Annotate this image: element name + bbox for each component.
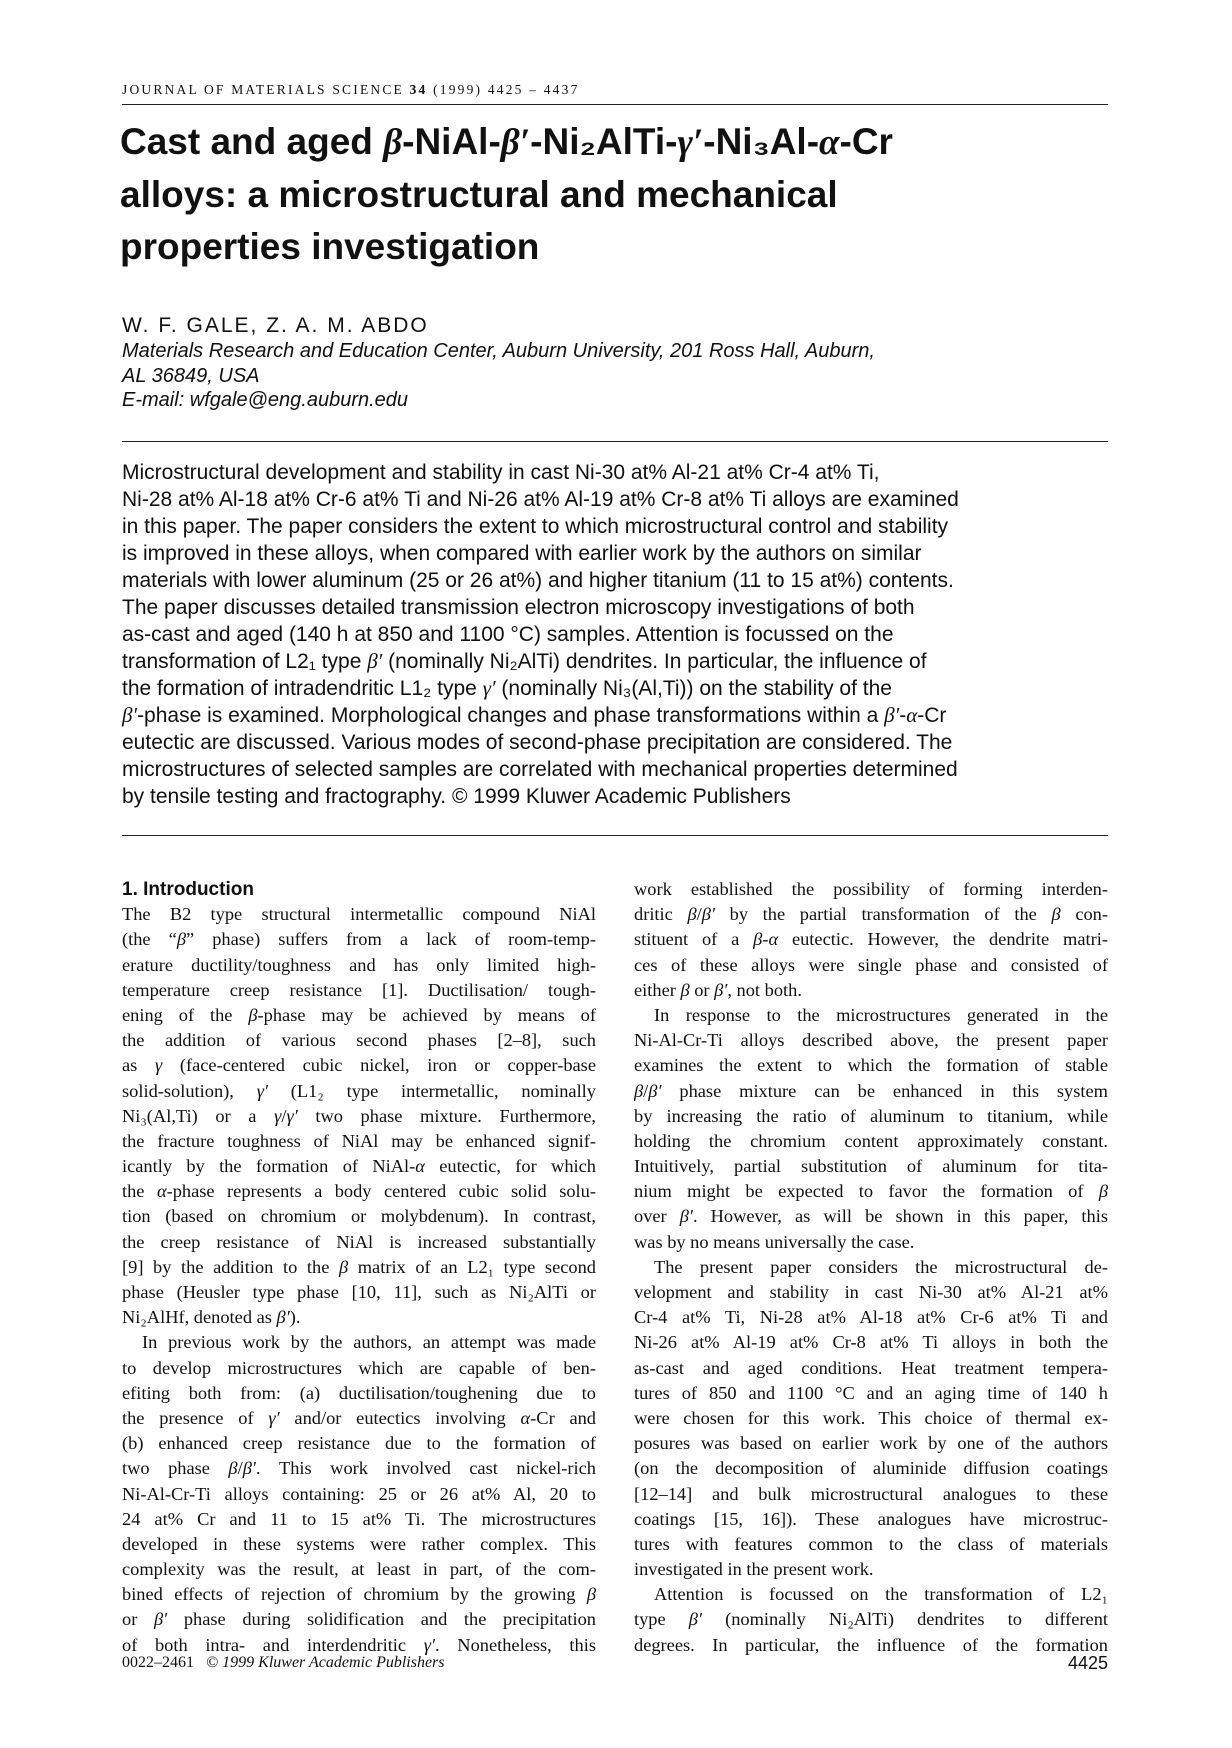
text-line: Ni₂AlHf, denoted as β′). [122, 1307, 301, 1328]
text-line: Ni₃(Al,Ti) or a γ/γ′ two phase mixture. Furthermore, [122, 1105, 596, 1126]
text-line: examines the extent to which the formation of stable [634, 1055, 1108, 1076]
text-line: In previous work by the authors, an attempt was made [142, 1332, 596, 1353]
email-line: E-mail: wfgale@eng.auburn.edu [122, 389, 409, 411]
text-line: [12–14] and bulk microstructural analogues to these [634, 1483, 1108, 1504]
abstract-line: is improved in these alloys, when compared with earlier work by the authors on similar [122, 542, 922, 565]
text-line: (the “β” phase) suffers from a lack of room-temp- [122, 929, 596, 950]
title-line: properties investigation [120, 226, 540, 267]
text-line: solid-solution), γ′ (L1₂ type intermetallic, nominally [122, 1080, 596, 1101]
page-number: 4425 [1067, 1653, 1108, 1673]
text-line: developed in these systems were rather complex. This [122, 1533, 596, 1554]
text-line: by increasing the ratio of aluminum to titanium, while [634, 1105, 1108, 1126]
text-line: was by no means universally the case. [634, 1231, 915, 1252]
text-line: the creep resistance of NiAl is increased substantially [122, 1231, 596, 1252]
text-line: β/β′ phase mixture can be enhanced in this system [634, 1080, 1108, 1101]
abstract-line: materials with lower aluminum (25 or 26 at%) and higher titanium (11 to 15 at%) contents. [122, 569, 954, 592]
text-line: the presence of γ′ and/or eutectics involving α-Cr and [122, 1407, 596, 1428]
left-column [122, 877, 596, 1658]
header-rule [122, 104, 1108, 105]
text-line: to develop microstructures which are capable of ben- [122, 1357, 596, 1378]
authors: W. F. GALE, Z. A. M. ABDO [122, 314, 429, 337]
text-line: velopment and stability in cast Ni-30 at% Al-21 at% [634, 1282, 1108, 1302]
journal-name: JOURNAL OF MATERIALS SCIENCE [122, 82, 404, 97]
text-line: The present paper considers the microstructural de- [654, 1256, 1108, 1277]
text-line: or β′ phase during solidification and the precipitation [122, 1609, 596, 1630]
issn: 0022–2461 [122, 1654, 194, 1671]
text-line: efiting both from: (a) ductilisation/toughening due to [122, 1382, 596, 1403]
text-line: 24 at% Cr and 11 to 15 at% Ti. The microstructures [122, 1508, 596, 1529]
text-line: either β or β′, not both. [634, 979, 802, 1000]
text-line: the α-phase represents a body centered cubic solid solu- [122, 1181, 596, 1202]
text-line: [9] by the addition to the β matrix of an L2₁ type second [122, 1256, 596, 1277]
text-line: icantly by the formation of NiAl-α eutectic, for which [122, 1156, 596, 1177]
text-line: dritic β/β′ by the partial transformation of the β con- [634, 904, 1108, 925]
text-line: tion (based on chromium or molybdenum). In contrast, [122, 1206, 596, 1227]
text-line: In response to the microstructures generated in the [654, 1004, 1108, 1025]
footer-copyright: © 1999 Kluwer Academic Publishers [206, 1654, 445, 1671]
text-line: of both intra- and interdendritic γ′. Nonetheless, this [122, 1634, 596, 1655]
text-line: Ni-Al-Cr-Ti alloys described above, the present paper [634, 1030, 1108, 1051]
right-column [634, 877, 1108, 1658]
text-line: complexity was the result, at least in part, of the com- [122, 1559, 596, 1580]
text-line: degrees. In particular, the influence of the formation [634, 1634, 1108, 1655]
text-line: stituent of a β-α eutectic. However, the dendrite matri- [634, 929, 1108, 950]
footer-issn [122, 1654, 445, 1672]
title-line: Cast and aged β-NiAl-β′-Ni₂AlTi-γ′-Ni₃Al-α-Cr [120, 121, 893, 163]
text-line: coatings [15, 16]). These analogues have microstruc- [634, 1508, 1108, 1529]
text-line: two phase β/β′. This work involved cast nickel-rich [122, 1458, 596, 1479]
affiliation-line: Materials Research and Education Center, Auburn University, 201 Ross Hall, Auburn, [122, 340, 875, 362]
abstract [122, 459, 1112, 810]
text-line: Cr-4 at% Ti, Ni-28 at% Al-18 at% Cr-6 at% Ti and [634, 1307, 1108, 1328]
affiliation [122, 339, 1102, 413]
abstract-bottom-rule [122, 835, 1108, 836]
text-line: (on the decomposition of aluminide diffusion coatings [634, 1458, 1108, 1479]
journal-volume: 34 [409, 82, 428, 97]
abstract-line: Microstructural development and stability in cast Ni-30 at% Al-21 at% Cr-4 at% Ti, [122, 461, 880, 484]
text-line: as-cast and aged conditions. Heat treatment tempera- [634, 1357, 1108, 1378]
text-line: the fracture toughness of NiAl may be enhanced signif- [122, 1130, 596, 1151]
article-title [120, 116, 1110, 273]
text-line: bined effects of rejection of chromium by the growing β [122, 1584, 596, 1605]
text-line: tures with features common to the class of materials [634, 1533, 1108, 1554]
abstract-line: β′-phase is examined. Morphological changes and phase transformations within a β′-α-Cr [122, 703, 947, 727]
text-line: nium might be expected to favor the formation of β [634, 1181, 1108, 1202]
text-line: type β′ (nominally Ni₂AlTi) dendrites to different [634, 1609, 1108, 1630]
abstract-line: the formation of intradendritic L1₂ type γ′ (nominally Ni₃(Al,Ti)) on the stability of the [122, 676, 892, 700]
text-line: Attention is focussed on the transformation of L2₁ [654, 1584, 1108, 1605]
text-line: temperature creep resistance [1]. Ductilisation/ tough- [122, 979, 596, 1000]
abstract-line: Ni-28 at% Al-18 at% Cr-6 at% Ti and Ni-26 at% Al-19 at% Cr-8 at% Ti alloys are examined [122, 488, 959, 511]
text-line: ces of these alloys were single phase and consisted of [634, 954, 1108, 975]
text-line: investigated in the present work. [634, 1559, 874, 1580]
text-line: the addition of various second phases [2–8], such [122, 1030, 596, 1051]
abstract-line: microstructures of selected samples are correlated with mechanical properties determined [122, 758, 958, 781]
text-line: were chosen for this work. This choice of thermal ex- [634, 1407, 1108, 1428]
text-line: over β′. However, as will be shown in this paper, this [634, 1206, 1108, 1227]
text-line: (b) enhanced creep resistance due to the formation of [122, 1433, 596, 1454]
section-heading: 1. Introduction [122, 879, 254, 900]
abstract-line: The paper discusses detailed transmission electron microscopy investigations of both [122, 596, 915, 619]
abstract-line: eutectic are discussed. Various modes of second-phase precipitation are considered. The [122, 731, 953, 754]
text-line: tures of 850 and 1100 °C and an aging time of 140 h [634, 1382, 1108, 1403]
affiliation-line: AL 36849, USA [122, 364, 260, 387]
text-line: Ni-26 at% Al-19 at% Cr-8 at% Ti alloys in both the [634, 1332, 1108, 1353]
text-line: The B2 type structural intermetallic compound NiAl [122, 904, 596, 925]
text-line: work established the possibility of forming interden- [634, 879, 1108, 899]
text-line: posures was based on earlier work by one of the authors [634, 1433, 1108, 1454]
text-line: Ni-Al-Cr-Ti alloys containing: 25 or 26 at% Al, 20 to [122, 1483, 596, 1504]
abstract-line: as-cast and aged (140 h at 850 and 1100 °C) samples. Attention is focussed on the [122, 623, 894, 646]
running-head [122, 82, 580, 98]
text-line: phase (Heusler type phase [10, 11], such as Ni₂AlTi or [122, 1282, 596, 1302]
abstract-line: in this paper. The paper considers the extent to which microstructural control and stability [122, 515, 949, 538]
title-line: alloys: a microstructural and mechanical [120, 174, 838, 215]
text-line: as γ (face-centered cubic nickel, iron or copper-base [122, 1055, 596, 1076]
text-line: holding the chromium content approximately constant. [634, 1130, 1108, 1151]
text-line: erature ductility/toughness and has only limited high- [122, 954, 596, 975]
journal-year-pages: (1999) 4425 – 4437 [433, 82, 580, 97]
text-line: Intuitively, partial substitution of aluminum for tita- [634, 1156, 1108, 1177]
abstract-line: by tensile testing and fractography. © 1999 Kluwer Academic Publishers [122, 785, 791, 808]
text-line: ening of the β-phase may be achieved by means of [122, 1004, 596, 1025]
abstract-top-rule [122, 441, 1108, 442]
abstract-line: transformation of L2₁ type β′ (nominally Ni₂AlTi) dendrites. In particular, the influence of [122, 649, 927, 673]
